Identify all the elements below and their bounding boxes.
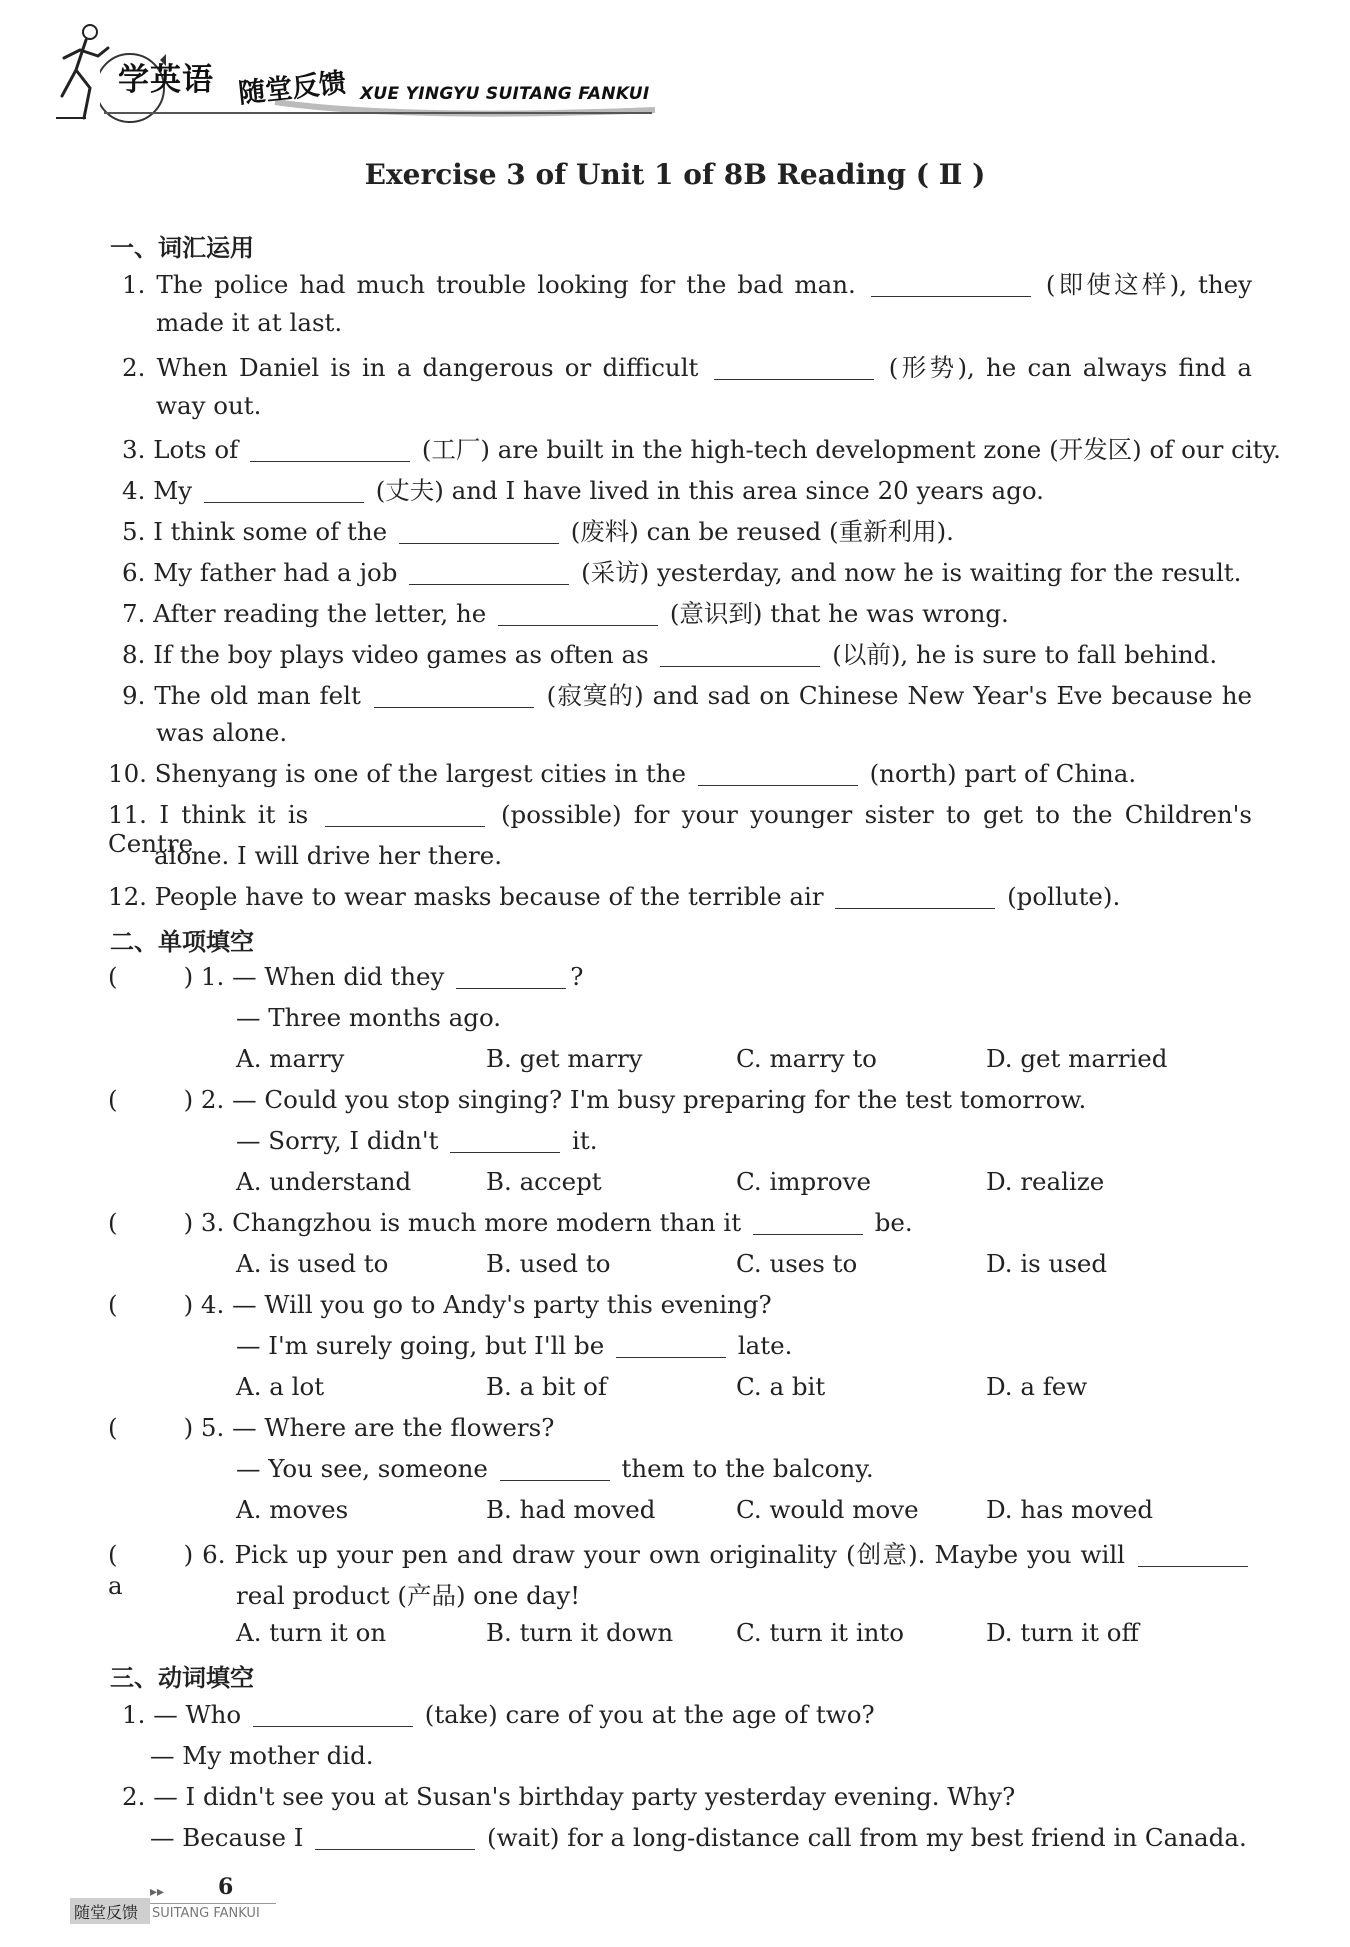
vocab-item-7: 7. After reading the letter, he (意识到) that he was wrong.	[122, 599, 1009, 628]
answer-blank[interactable]	[374, 683, 534, 709]
page-title: Exercise 3 of Unit 1 of 8B Reading ( Ⅱ )	[364, 158, 986, 191]
option-b[interactable]: B. turn it down	[486, 1618, 674, 1647]
header-rule	[104, 112, 652, 114]
mc-question-2-reply: — Sorry, I didn't it.	[236, 1126, 598, 1155]
option-c[interactable]: C. would move	[736, 1495, 919, 1524]
answer-blank[interactable]	[250, 437, 410, 463]
answer-blank[interactable]	[498, 601, 658, 627]
footer-label-cn: 随堂反馈	[74, 1903, 139, 1922]
answer-blank[interactable]	[660, 642, 820, 668]
answer-blank[interactable]	[315, 1825, 475, 1851]
vocab-item-10: 10. Shenyang is one of the largest cities in the (north) part of China.	[108, 759, 1137, 788]
answer-slot[interactable]	[122, 1088, 180, 1113]
mc-question-1-reply: — Three months ago.	[236, 1003, 502, 1032]
answer-slot[interactable]	[122, 1211, 180, 1236]
mc-question-5: ( ) 5. — Where are the flowers?	[108, 1413, 555, 1442]
page-number: 6	[218, 1874, 234, 1900]
vocab-item-1: 1. The police had much trouble looking for the bad man. (即使这样), they	[122, 270, 1252, 299]
logo-text-english: XUE YINGYU SUITANG FANKUI	[360, 84, 650, 104]
option-c[interactable]: C. marry to	[736, 1044, 877, 1073]
option-d[interactable]: D. has moved	[986, 1495, 1154, 1524]
answer-blank[interactable]	[399, 519, 559, 545]
item-number: 1.	[122, 270, 146, 299]
mc-question-6-cont: real product (产品) one day!	[236, 1581, 581, 1610]
verb-item-1: 1. — Who (take) care of you at the age of two?	[122, 1700, 875, 1729]
footer-rule	[150, 1903, 276, 1904]
answer-blank[interactable]	[714, 355, 874, 381]
mc-question-4-reply: — I'm surely going, but I'll be late.	[236, 1331, 793, 1360]
answer-blank[interactable]	[698, 761, 858, 787]
section-heading-verb-fill: 三、动词填空	[110, 1664, 254, 1692]
option-c[interactable]: C. uses to	[736, 1249, 858, 1278]
option-a[interactable]: A. marry	[236, 1044, 345, 1073]
verb-item-2-reply: — Because I (wait) for a long-distance call from my best friend in Canada.	[150, 1823, 1247, 1852]
logo-text-sub: 随堂反馈	[236, 67, 348, 110]
answer-blank[interactable]	[1138, 1542, 1248, 1568]
option-d[interactable]: D. realize	[986, 1167, 1105, 1196]
vocab-item-2: 2. When Daniel is in a dangerous or difficult (形势), he can always find a	[122, 353, 1252, 382]
page-arrow-icon: ▸▸	[150, 1884, 165, 1900]
answer-blank[interactable]	[616, 1333, 726, 1359]
answer-blank[interactable]	[753, 1210, 863, 1236]
mc-question-6: ( ) 6. Pick up your pen and draw your own originality (创意). Maybe you will a	[108, 1536, 1252, 1600]
option-a[interactable]: A. turn it on	[236, 1618, 387, 1647]
option-d[interactable]: D. turn it off	[986, 1618, 1139, 1647]
vocab-item-5: 5. I think some of the (废料) can be reused (重新利用).	[122, 517, 954, 546]
answer-slot[interactable]	[122, 1543, 180, 1568]
vocab-item-2-cont: way out.	[156, 391, 262, 420]
option-b[interactable]: B. get marry	[486, 1044, 643, 1073]
option-b[interactable]: B. had moved	[486, 1495, 656, 1524]
answer-slot[interactable]	[122, 1416, 180, 1441]
vocab-item-9: 9. The old man felt (寂寞的) and sad on Chinese New Year's Eve because he	[122, 681, 1253, 710]
vocab-item-3: 3. Lots of (工厂) are built in the high-tech development zone (开发区) of our city.	[122, 435, 1281, 464]
vocab-item-9-cont: was alone.	[156, 718, 288, 747]
option-c[interactable]: C. improve	[736, 1167, 872, 1196]
vocab-item-8: 8. If the boy plays video games as often as (以前), he is sure to fall behind.	[122, 640, 1218, 669]
vocab-item-6: 6. My father had a job (采访) yesterday, and now he is waiting for the result.	[122, 558, 1242, 587]
answer-blank[interactable]	[835, 884, 995, 910]
vocab-item-12: 12. People have to wear masks because of the terrible air (pollute).	[108, 882, 1121, 911]
answer-blank[interactable]	[204, 478, 364, 504]
option-c[interactable]: C. turn it into	[736, 1618, 905, 1647]
answer-blank[interactable]	[500, 1456, 610, 1482]
answer-blank[interactable]	[871, 272, 1031, 298]
option-d[interactable]: D. a few	[986, 1372, 1088, 1401]
vocab-item-11-cont: alone. I will drive her there.	[154, 841, 503, 870]
logo-text-main: 学英语	[118, 62, 214, 98]
option-b[interactable]: B. used to	[486, 1249, 611, 1278]
verb-item-2: 2. — I didn't see you at Susan's birthday party yesterday evening. Why?	[122, 1782, 1016, 1811]
mc-question-3: ( ) 3. Changzhou is much more modern than it be.	[108, 1208, 913, 1237]
answer-slot[interactable]	[122, 965, 180, 990]
mc-question-4: ( ) 4. — Will you go to Andy's party this evening?	[108, 1290, 772, 1319]
verb-item-1-reply: — My mother did.	[150, 1741, 374, 1770]
answer-blank[interactable]	[456, 964, 566, 990]
mc-question-1: ( ) 1. — When did they ?	[108, 962, 584, 991]
option-b[interactable]: B. accept	[486, 1167, 602, 1196]
vocab-item-11: 11. I think it is (possible) for your younger sister to get to the Children's Centre	[108, 800, 1252, 858]
answer-blank[interactable]	[325, 802, 485, 828]
vocab-item-4: 4. My (丈夫) and I have lived in this area since 20 years ago.	[122, 476, 1044, 505]
option-c[interactable]: C. a bit	[736, 1372, 826, 1401]
answer-blank[interactable]	[409, 560, 569, 586]
mc-question-5-reply: — You see, someone them to the balcony.	[236, 1454, 874, 1483]
section-heading-vocabulary: 一、词汇运用	[110, 234, 254, 262]
mc-question-2: ( ) 2. — Could you stop singing? I'm busy preparing for the test tomorrow.	[108, 1085, 1087, 1114]
answer-blank[interactable]	[450, 1128, 560, 1154]
option-d[interactable]: D. is used	[986, 1249, 1108, 1278]
section-heading-multiple-choice: 二、单项填空	[110, 928, 254, 956]
answer-blank[interactable]	[253, 1702, 413, 1728]
vocab-item-1-cont: made it at last.	[156, 308, 343, 337]
option-a[interactable]: A. understand	[236, 1167, 412, 1196]
option-a[interactable]: A. a lot	[236, 1372, 325, 1401]
option-a[interactable]: A. is used to	[236, 1249, 389, 1278]
option-d[interactable]: D. get married	[986, 1044, 1168, 1073]
footer-label-en: SUITANG FANKUI	[152, 1906, 260, 1921]
option-a[interactable]: A. moves	[236, 1495, 349, 1524]
option-b[interactable]: B. a bit of	[486, 1372, 607, 1401]
answer-slot[interactable]	[122, 1293, 180, 1318]
